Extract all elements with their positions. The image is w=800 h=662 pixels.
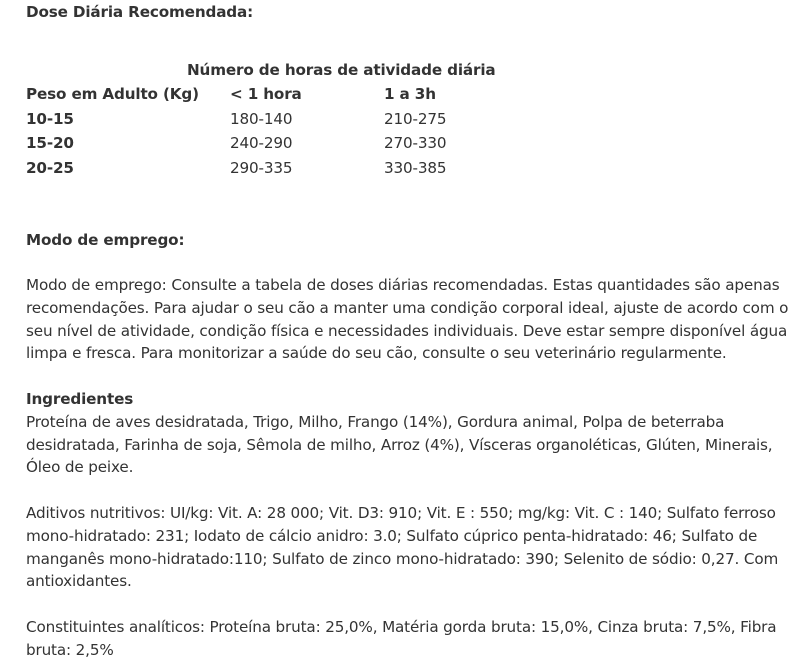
paragraph-line: Constituintes analíticos: Proteína bruta: 25,0%, Matéria gorda bruta: 15,0%, Cinza bruta: 7,5%, Fibra [26, 618, 777, 636]
dose-cell: 180-140 [230, 109, 293, 128]
paragraph-line: antioxidantes. [26, 572, 132, 591]
ingredients-section [26, 388, 796, 479]
paragraph-line: Óleo de peixe. [26, 458, 134, 477]
paragraph-line: Aditivos nutritivos: UI/kg: Vit. A: 28 000; Vit. D3: 910; Vit. E : 550; mg/kg: Vit. C : 140; Sulfato ferroso [26, 504, 776, 522]
paragraph-line: limpa e fresca. Para monitorizar a saúde do seu cão, consulte o seu veterinário regularmente. [26, 344, 727, 363]
activity-hours-header: Número de horas de atividade diária [187, 61, 496, 79]
additives-paragraph [26, 502, 796, 593]
dose-section-title: Dose Diária Recomendada: [26, 3, 254, 21]
paragraph-line: recomendações. Para ajudar o seu cão a manter uma condição corporal ideal, ajuste de acordo com o [26, 298, 789, 317]
weight-cell: 20-25 [26, 158, 74, 177]
weight-cell: 10-15 [26, 109, 74, 128]
paragraph-line: manganês mono-hidratado:110; Sulfato de zinco mono-hidratado: 390; Selenito de sódio: 0,27. Com [26, 549, 779, 568]
usage-section-title: Modo de emprego: [26, 231, 185, 249]
column-header-less-1h: < 1 hora [230, 85, 302, 104]
paragraph-line: desidratada, Farinha de soja, Sêmola de milho, Arroz (4%), Vísceras organoléticas, Glúten, Minerais, [26, 435, 773, 454]
column-header-1-3h: 1 a 3h [384, 85, 436, 104]
paragraph-line: Modo de emprego: Consulte a tabela de doses diárias recomendadas. Estas quantidades são apenas [26, 276, 780, 294]
dose-cell: 270-330 [384, 134, 447, 153]
column-header-weight: Peso em Adulto (Kg) [26, 85, 199, 104]
dose-cell: 210-275 [384, 109, 447, 128]
dose-cell: 330-385 [384, 158, 447, 177]
paragraph-line: mono-hidratado: 231; Iodato de cálcio anidro: 3.0; Sulfato cúprico penta-hidratado: 46; Sulfato de [26, 526, 758, 545]
weight-cell: 15-20 [26, 134, 74, 153]
dose-cell: 240-290 [230, 134, 293, 153]
paragraph-line: bruta: 2,5% [26, 640, 114, 659]
paragraph-line: seu nível de atividade, condição física e necessidades individuais. Deve estar sempre disponível água [26, 321, 788, 340]
analytical-constituents-paragraph [26, 616, 796, 662]
usage-paragraph [26, 274, 796, 365]
paragraph-line: Proteína de aves desidratada, Trigo, Milho, Frango (14%), Gordura animal, Polpa de beterraba [26, 412, 725, 431]
dose-cell: 290-335 [230, 158, 293, 177]
ingredients-title: Ingredientes [26, 390, 134, 408]
